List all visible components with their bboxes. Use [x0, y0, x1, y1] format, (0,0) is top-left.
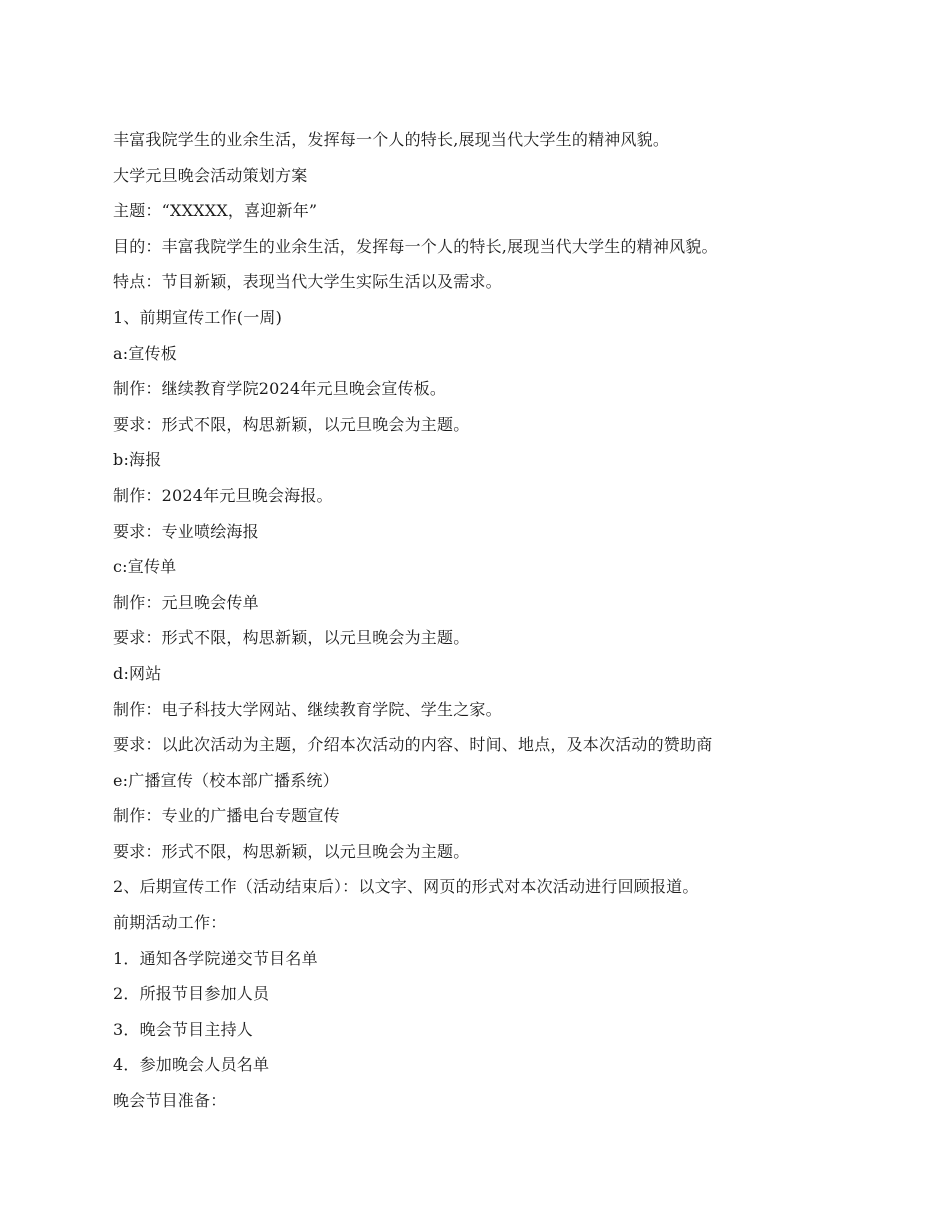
document-body	[113, 122, 873, 1119]
section-heading-program-prep: 晚会节目准备：	[113, 1091, 227, 1111]
paragraph-line: 丰富我院学生的业余生活，发挥每一个人的特长,展现当代大学生的精神风貌。	[113, 130, 670, 149]
paragraph-line: 要求：形式不限，构思新颖，以元旦晚会为主题。	[113, 628, 470, 648]
paragraph-line: 制作：2024年元旦晚会海报。	[113, 485, 333, 505]
list-item: 1．通知各学院递交节目名单	[113, 948, 318, 968]
paragraph-line: 制作：电子科技大学网站、继续教育学院、学生之家。	[113, 699, 502, 719]
document-title: 大学元旦晚会活动策划方案	[113, 165, 308, 185]
subsection-heading-board: a:宣传板	[113, 343, 177, 363]
paragraph-line: 制作：继续教育学院2024年元旦晚会宣传板。	[113, 379, 447, 399]
paragraph-line: 要求：形式不限，构思新颖，以元旦晚会为主题。	[113, 841, 470, 861]
paragraph-line: 要求：专业喷绘海报	[113, 521, 259, 541]
paragraph-line: 要求：以此次活动为主题，介绍本次活动的内容、时间、地点，及本次活动的赞助商	[113, 735, 713, 755]
subsection-heading-website: d:网站	[113, 663, 162, 683]
section-heading-post-publicity: 2、后期宣传工作（活动结束后）：以文字、网页的形式对本次活动进行回顾报道。	[113, 877, 699, 897]
list-item: 3．晚会节目主持人	[113, 1019, 253, 1039]
list-item: 4．参加晚会人员名单	[113, 1055, 270, 1075]
paragraph-line: 制作：元旦晚会传单	[113, 592, 259, 612]
feature-line: 特点：节目新颖，表现当代大学生实际生活以及需求。	[113, 272, 502, 292]
paragraph-line: 要求：形式不限，构思新颖，以元旦晚会为主题。	[113, 414, 470, 434]
subsection-heading-flyer: c:宣传单	[113, 557, 177, 577]
section-heading-pre-publicity: 1、前期宣传工作(一周)	[113, 307, 283, 327]
paragraph-line: 制作：专业的广播电台专题宣传	[113, 806, 340, 826]
theme-line: 主题：“XXXXX，喜迎新年”	[113, 201, 318, 221]
purpose-line: 目的：丰富我院学生的业余生活，发挥每一个人的特长,展现当代大学生的精神风貌。	[113, 236, 718, 256]
subsection-heading-broadcast: e:广播宣传（校本部广播系统）	[113, 770, 339, 790]
subsection-heading-poster: b:海报	[113, 450, 162, 470]
section-heading-pre-activity: 前期活动工作：	[113, 913, 227, 933]
list-item: 2．所报节目参加人员	[113, 984, 270, 1004]
